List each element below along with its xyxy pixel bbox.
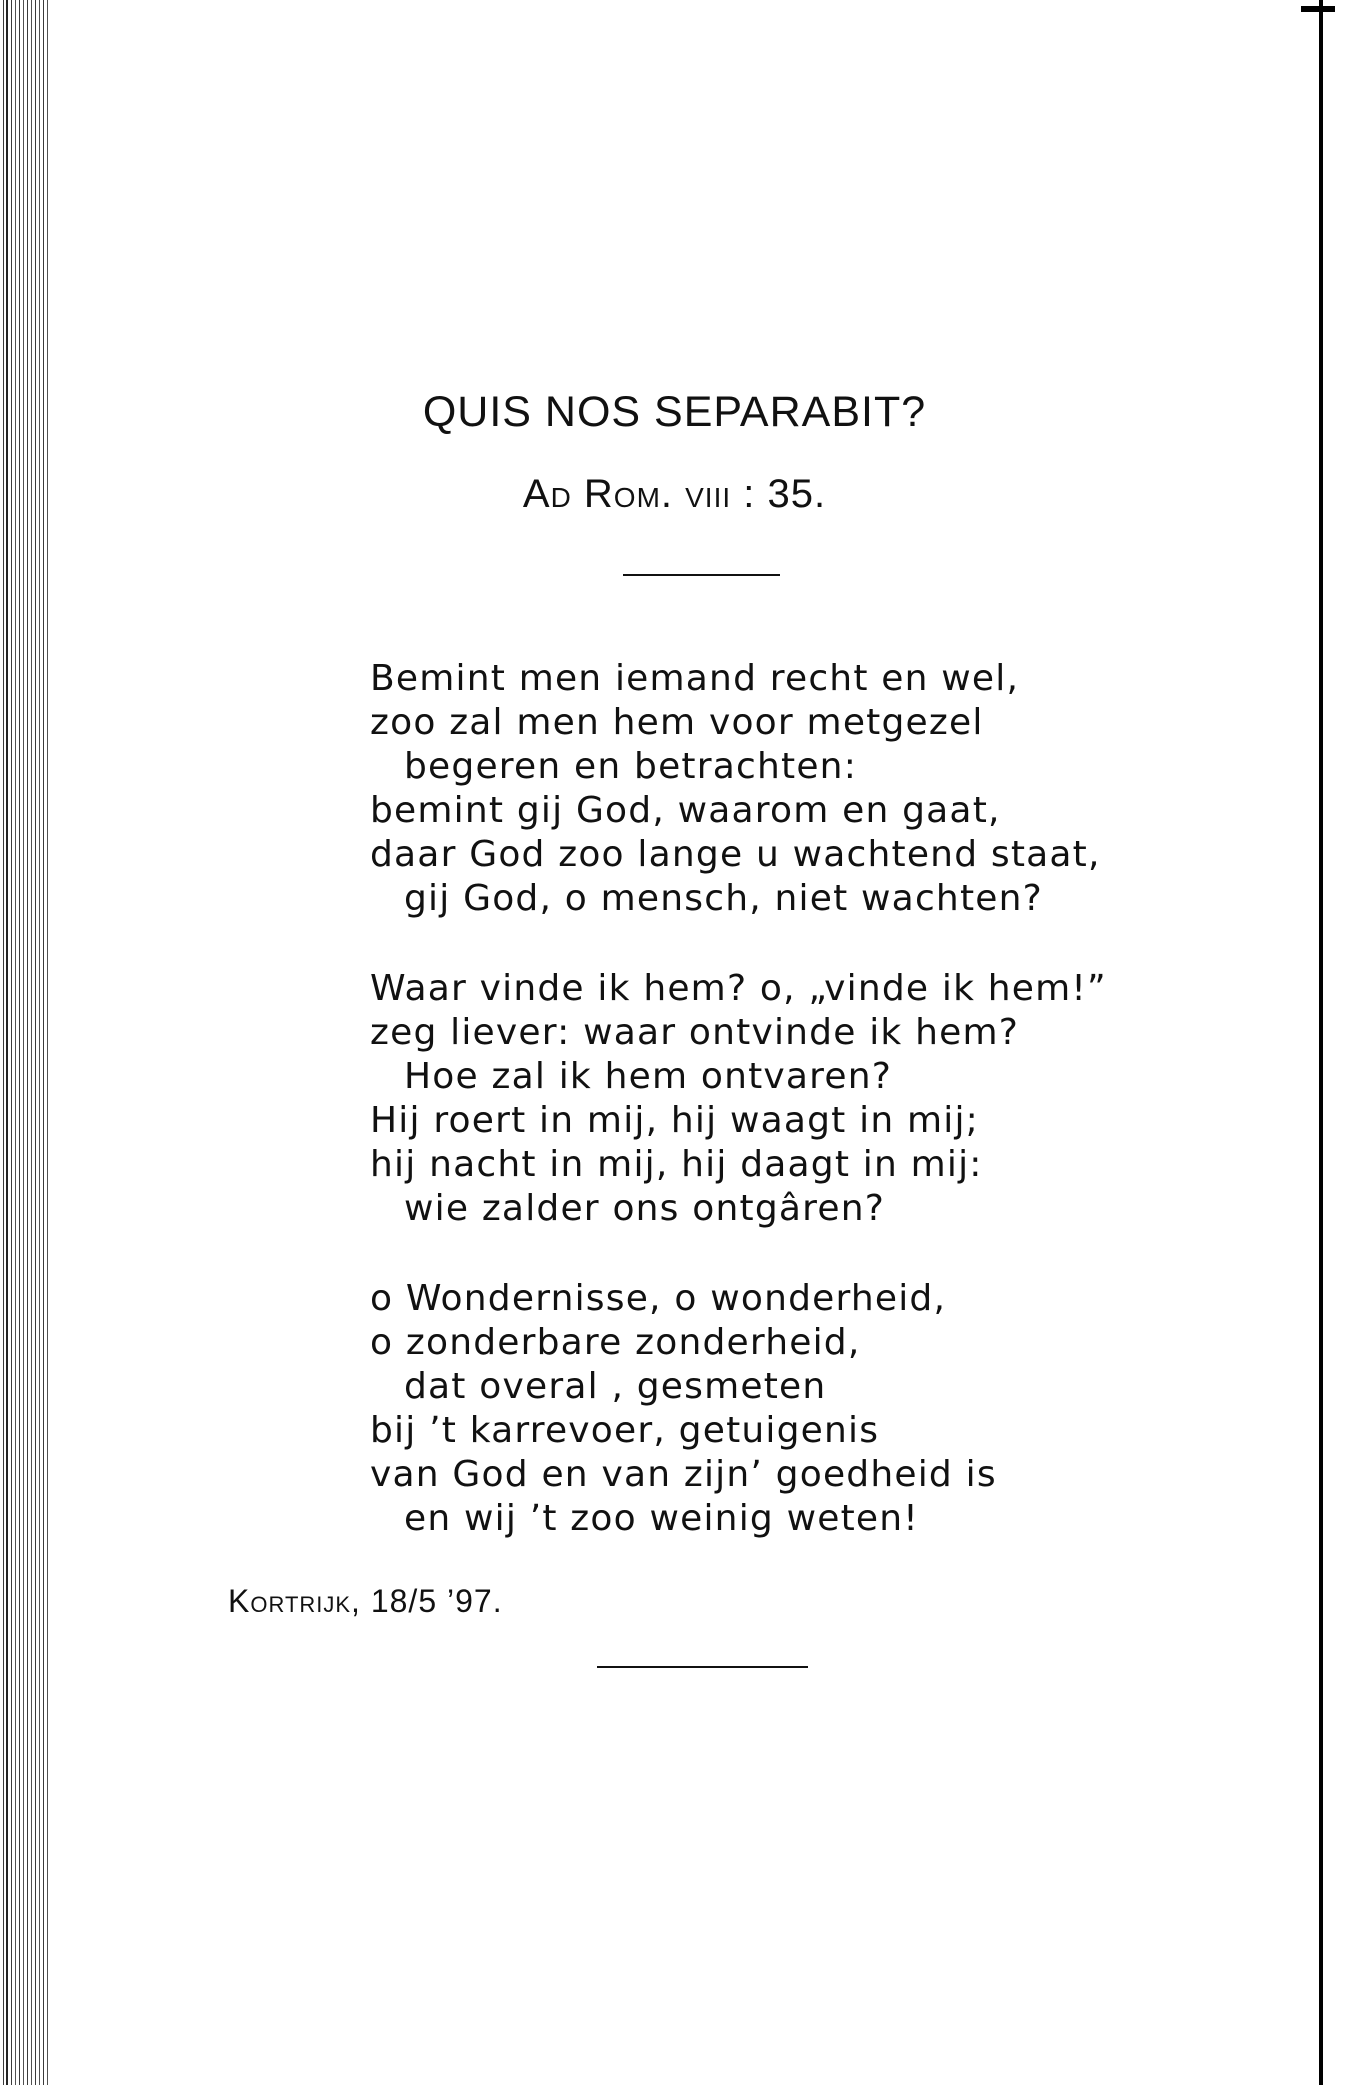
page-gutter-left bbox=[0, 0, 48, 2085]
stanza-2-line-6: wie zalder ons ontgâren? bbox=[404, 1188, 886, 1229]
page-edge-right-top bbox=[1301, 6, 1335, 26]
stanza-1-line-3: begeren en betrachten: bbox=[404, 746, 858, 787]
page-edge-right bbox=[1319, 0, 1331, 2085]
stanza-1-line-1: Bemint men iemand recht en wel, bbox=[370, 658, 1020, 699]
stanza-2-line-3: Hoe zal ik hem ontvaren? bbox=[404, 1056, 893, 1097]
stanza-3-line-3: dat overal , gesmeten bbox=[404, 1366, 827, 1407]
stanza-3-line-2: o zonderbare zonderheid, bbox=[370, 1322, 861, 1363]
stanza-1-line-2: zoo zal men hem voor metgezel bbox=[370, 702, 984, 743]
stanza-3-line-1: o Wondernisse, o wonderheid, bbox=[370, 1278, 947, 1319]
divider-rule-bottom bbox=[597, 1666, 808, 1668]
stanza-3-line-4: bij ’t karrevoer, getuigenis bbox=[370, 1410, 880, 1451]
stanza-1-line-4: bemint gij God, waarom en gaat, bbox=[370, 790, 1001, 831]
poem-title: QUIS NOS SEPARABIT? bbox=[422, 388, 927, 436]
stanza-2-line-1: Waar vinde ik hem? o, „vinde ik hem!” bbox=[370, 968, 1107, 1009]
poem-subtitle: Ad Rom. viii : 35. bbox=[522, 472, 827, 516]
place-date: Kortrijk, 18/5 ’97. bbox=[228, 1583, 503, 1619]
stanza-1-line-6: gij God, o mensch, niet wachten? bbox=[404, 878, 1043, 919]
stanza-2-line-5: hij nacht in mij, hij daagt in mij: bbox=[370, 1144, 983, 1185]
stanza-2-line-2: zeg liever: waar ontvinde ik hem? bbox=[370, 1012, 1020, 1053]
stanza-1-line-5: daar God zoo lange u wachtend staat, bbox=[370, 834, 1101, 875]
divider-rule-top bbox=[623, 574, 780, 576]
stanza-3-line-5: van God en van zijn’ goedheid is bbox=[370, 1454, 997, 1495]
stanza-3-line-6: en wij ’t zoo weinig weten! bbox=[404, 1498, 919, 1539]
stanza-2-line-4: Hij roert in mij, hij waagt in mij; bbox=[370, 1100, 979, 1141]
